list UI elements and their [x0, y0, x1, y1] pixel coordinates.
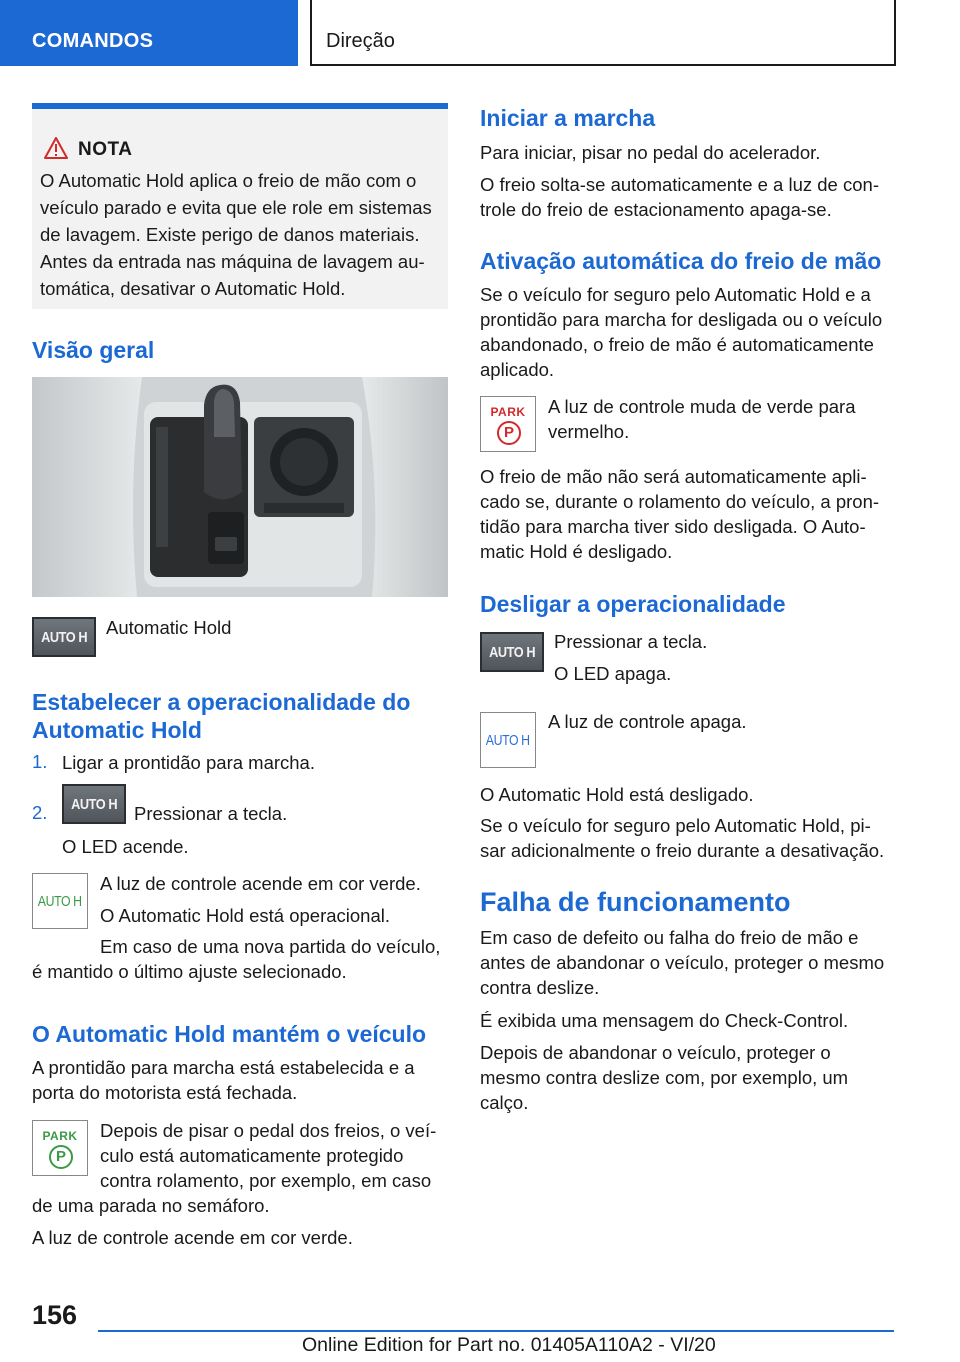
disable-press-text: Pressionar a tecla. [554, 631, 708, 652]
auto-hold-button-icon: AUTO H [32, 617, 96, 657]
edition-text: Online Edition for Part no. 01405A110A2 - VI/20 [302, 1334, 716, 1356]
note-box [32, 103, 448, 309]
led-on-text: O LED acende. [62, 836, 189, 857]
malfunction-p1a: Em caso de defeito ou falha do freio de mão e [480, 927, 859, 948]
start-p2b: trole do freio de estacionamento apaga-se. [480, 199, 832, 220]
restart-text-b: é mantido o último ajuste selecionado. [32, 961, 347, 982]
auto-hold-green-indicator-icon: AUTO H [32, 873, 88, 929]
step-number: 2. [32, 802, 48, 823]
auto-hold-button-icon: AUTO H [480, 632, 544, 672]
malfunction-p1b: antes de abandonar o veículo, proteger o mesmo [480, 952, 885, 973]
holds-intro-2: porta do motorista está fechada. [32, 1082, 298, 1103]
holds-body-4: de uma parada no semáforo. [32, 1195, 270, 1216]
park-red-indicator-icon: PARK P [480, 396, 536, 452]
step-2-text: Pressionar a tecla. [134, 803, 288, 824]
holds-body-1: Depois de pisar o pedal dos freios, o veí- [100, 1120, 437, 1141]
step-1-text: Ligar a prontidão para marcha. [62, 752, 315, 773]
section-title: COMANDOS [32, 30, 154, 52]
auto-hold-caption: Automatic Hold [106, 617, 232, 638]
note-text: O Automatic Hold aplica o freio de mão com o veículo parado e evita que ele role em sistemas de lavagem. Existe perigo de danos materiais. Antes da entrada nas máquina de lavagem au-tomática, desativar o Automatic Hold. [40, 170, 432, 299]
malfunction-p3a: Depois de abandonar o veículo, proteger o [480, 1042, 831, 1063]
auto-activation-p2c: tidão para marcha tiver sido desligada. O Auto- [480, 516, 866, 537]
holds-intro-1: A prontidão para marcha está estabelecida e a [32, 1057, 415, 1078]
malfunction-p3c: calço. [480, 1092, 529, 1113]
disable-p-b: sar adicionalmente o freio durante a desativação. [480, 840, 885, 861]
chapter-title: Direção [326, 30, 395, 52]
overview-heading: Visão geral [32, 337, 155, 363]
restart-text-a: Em caso de uma nova partida do veículo, [100, 936, 441, 957]
led-off-text: O LED apaga. [554, 663, 672, 684]
auto-hold-button-icon: AUTO H [62, 784, 126, 824]
center-console-illustration [32, 377, 448, 597]
holds-body-2: culo está automaticamente protegido [100, 1145, 404, 1166]
auto-activation-p2d: matic Hold é desligado. [480, 541, 673, 562]
chapter-tab [310, 0, 896, 66]
light-off-text: A luz de controle apaga. [548, 711, 747, 732]
footer-divider [98, 1330, 894, 1332]
establish-heading-line2: Automatic Hold [32, 717, 202, 743]
auto-activation-p1b: prontidão para marcha for desligada ou o veículo [480, 309, 883, 330]
operational-text: O Automatic Hold está operacional. [100, 905, 390, 926]
disabled-state-text: O Automatic Hold está desligado. [480, 784, 754, 805]
auto-activation-p2a: O freio de mão não será automaticamente apli- [480, 466, 867, 487]
red-light-text-b: vermelho. [548, 421, 630, 442]
disable-p-a: Se o veículo for seguro pelo Automatic Hold, pi- [480, 815, 871, 836]
green-light-text: A luz de controle acende em cor verde. [100, 873, 421, 894]
malfunction-p2: É exibida uma mensagem do Check-Control. [480, 1010, 849, 1031]
establish-heading-line1: Estabelecer a operacionalidade do [32, 689, 411, 715]
note-title: NOTA [78, 139, 133, 160]
holds-body-3: contra rolamento, por exemplo, em caso [100, 1170, 432, 1191]
auto-activation-p1d: aplicado. [480, 359, 555, 380]
step-number: 1. [32, 751, 48, 772]
malfunction-p3b: mesmo contra deslize com, por exemplo, um [480, 1067, 849, 1088]
malfunction-p1c: contra deslize. [480, 977, 600, 998]
auto-activation-p1c: abandonado, o freio de mão é automaticamente [480, 334, 874, 355]
start-p2a: O freio solta-se automaticamente e a luz de con- [480, 174, 879, 195]
disable-heading: Desligar a operacionalidade [480, 591, 786, 617]
warning-icon [44, 137, 68, 159]
start-heading: Iniciar a marcha [480, 105, 656, 131]
park-green-indicator-icon: PARK P [32, 1120, 88, 1176]
console-photo [32, 377, 448, 597]
page-number: 156 [32, 1300, 78, 1330]
holds-green-text: A luz de controle acende em cor verde. [32, 1227, 353, 1248]
auto-hold-blue-indicator-icon: AUTO H [480, 712, 536, 768]
auto-activation-heading: Ativação automática do freio de mão [480, 248, 882, 274]
red-light-text-a: A luz de controle muda de verde para [548, 396, 856, 417]
section-tab [0, 0, 298, 66]
holds-heading: O Automatic Hold mantém o veículo [32, 1021, 427, 1047]
malfunction-heading: Falha de funcionamento [480, 887, 791, 917]
auto-activation-p1a: Se o veículo for seguro pelo Automatic Hold e a [480, 284, 871, 305]
auto-activation-p2b: cado se, durante o rolamento do veículo, a pron- [480, 491, 880, 512]
start-p1: Para iniciar, pisar no pedal do acelerador. [480, 142, 821, 163]
